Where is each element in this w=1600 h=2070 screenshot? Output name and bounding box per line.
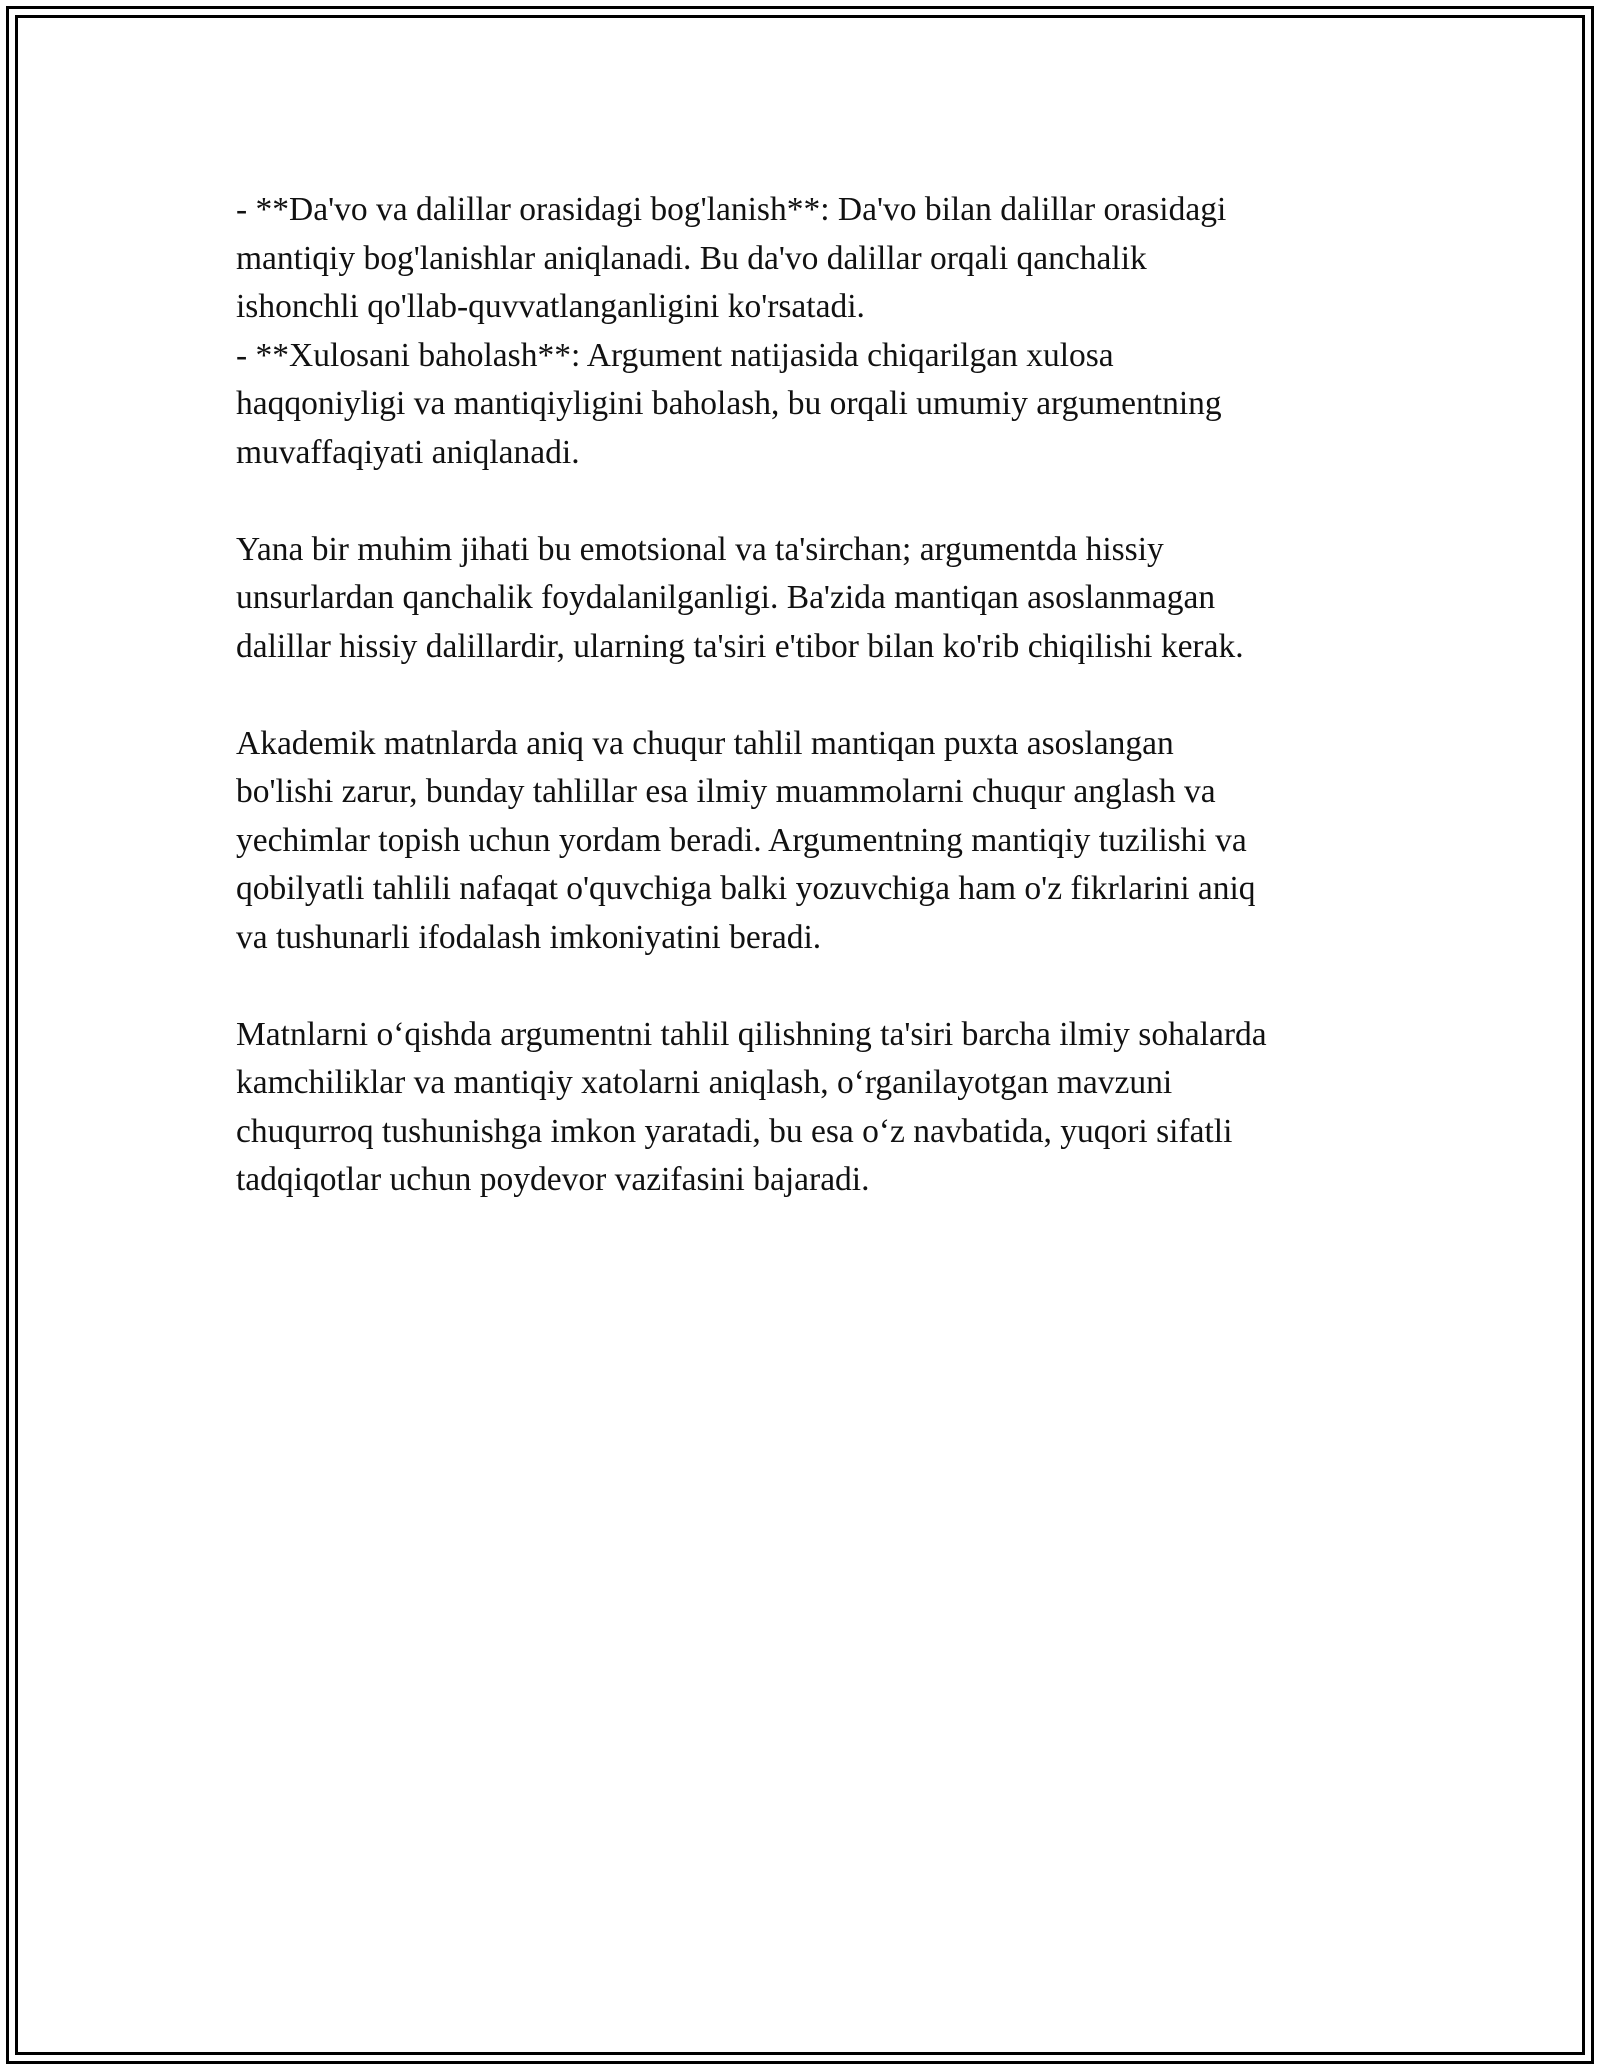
paragraph-criteria-list xyxy=(236,186,1376,477)
text-line: yechimlar topish uchun yordam beradi. Argumentning mantiqiy tuzilishi va xyxy=(236,821,1247,859)
document-body xyxy=(236,186,1376,1253)
text-line: haqqoniyligi va mantiqiyligini baholash, bu orqali umumiy argumentning xyxy=(236,385,1222,422)
text-line: bo'lishi zarur, bunday tahlillar esa ilmiy muammolarni chuqur anglash va xyxy=(236,773,1216,810)
text-line: dalillar hissiy dalillardir, ularning ta'siri e'tibor bilan ko'rib chiqilishi kerak. xyxy=(236,627,1244,665)
text-line: - **Xulosani baholash**: Argument natijasida chiqarilgan xulosa xyxy=(236,336,1114,374)
text-line: Matnlarni oʻqishda argumentni tahlil qilishning ta'siri barcha ilmiy sohalarda xyxy=(236,1015,1267,1053)
text-line: unsurlardan qanchalik foydalanilganligi. Ba'zida mantiqan asoslanmagan xyxy=(236,579,1216,616)
text-line: va tushunarli ifodalash imkoniyatini beradi. xyxy=(236,918,822,956)
text-line: muvaffaqiyati aniqlanadi. xyxy=(236,433,580,471)
text-line: ishonchli qo'llab-quvvatlanganligini ko'rsatadi. xyxy=(236,288,865,325)
text-line: chuqurroq tushunishga imkon yaratadi, bu esa oʻz navbatida, yuqori sifatli xyxy=(236,1112,1233,1150)
paragraph-conclusion xyxy=(236,1011,1376,1205)
text-line: Yana bir muhim jihati bu emotsional va ta'sirchan; argumentda hissiy xyxy=(236,530,1164,568)
text-line: - **Da'vo va dalillar orasidagi bog'lanish**: Da'vo bilan dalillar orasidagi xyxy=(236,191,1227,228)
text-line: mantiqiy bog'lanishlar aniqlanadi. Bu da'vo dalillar orqali qanchalik xyxy=(236,239,1147,277)
text-line: Akademik matnlarda aniq va chuqur tahlil mantiqan puxta asoslangan xyxy=(236,724,1174,762)
paragraph-emotional-aspect xyxy=(236,526,1376,672)
text-line: qobilyatli tahlili nafaqat o'quvchiga balki yozuvchiga ham o'z fikrlarini aniq xyxy=(236,870,1256,907)
paragraph-academic-analysis xyxy=(236,720,1376,963)
text-line: tadqiqotlar uchun poydevor vazifasini bajaradi. xyxy=(236,1161,870,1198)
text-line: kamchiliklar va mantiqiy xatolarni aniqlash, oʻrganilayotgan mavzuni xyxy=(236,1064,1173,1101)
